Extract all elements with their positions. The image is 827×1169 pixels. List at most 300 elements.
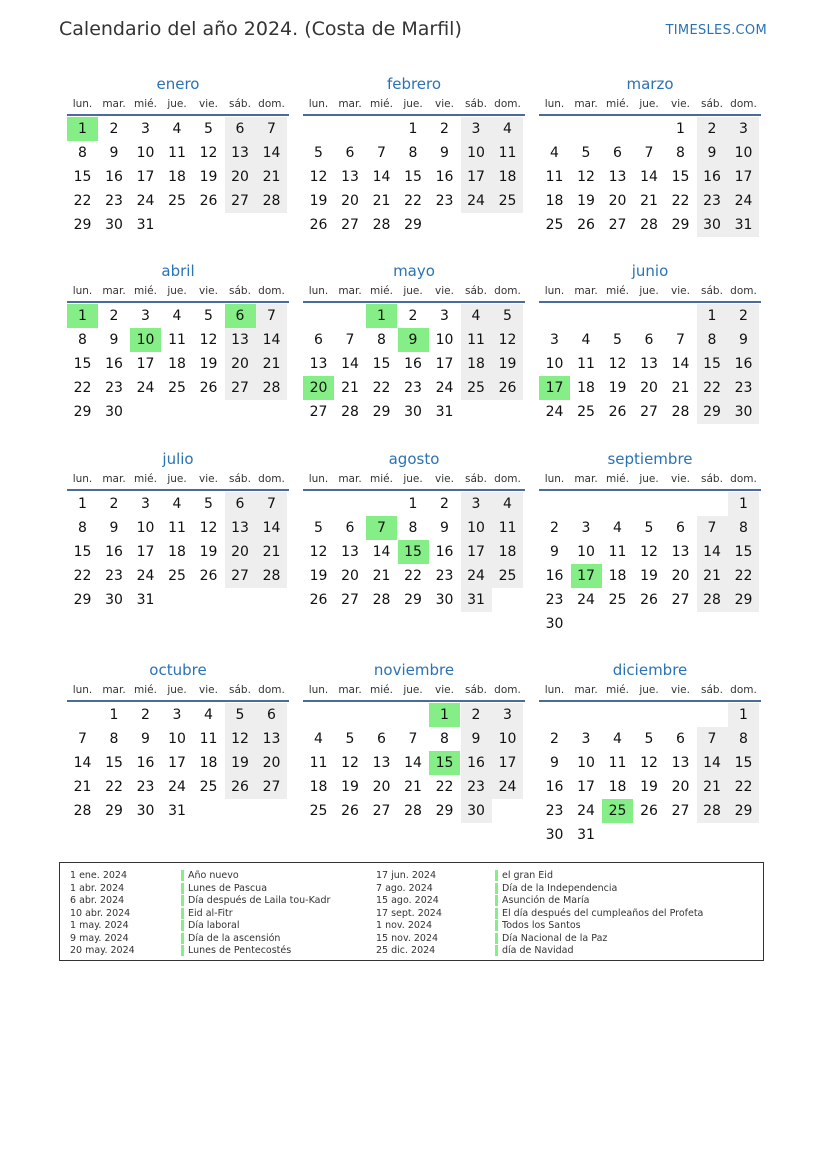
day-cell: 15 (728, 540, 759, 564)
day-cell: 21 (256, 165, 287, 189)
day-cell: 13 (372, 755, 391, 771)
day-cell: 20 (225, 165, 256, 189)
day-cell: 27 (640, 404, 658, 420)
day-cell: 30 (105, 592, 123, 608)
weekday-header (303, 681, 525, 702)
empty-cell (366, 703, 397, 727)
day-cell: 19 (199, 544, 218, 560)
day-cell: 30 (105, 404, 123, 420)
day-cell: 11 (608, 755, 627, 771)
day-cell: 14 (256, 328, 287, 352)
legend-date: 15 ago. 2024 (376, 895, 439, 906)
day-cell: 3 (461, 117, 492, 141)
empty-cell (539, 117, 570, 141)
day-cell: 22 (728, 775, 759, 799)
month-name: junio (631, 262, 669, 280)
day-cell: 5 (492, 304, 523, 328)
day-cell: 6 (314, 332, 323, 348)
day-cell: 7 (676, 332, 685, 348)
day-cell: 26 (199, 193, 218, 209)
holiday-day-cell: 15 (429, 751, 460, 775)
days-grid (67, 304, 289, 424)
month-name: mayo (393, 262, 435, 280)
day-cell: 9 (141, 731, 150, 747)
weekday-label: lun. (544, 684, 565, 696)
day-cell: 1 (728, 703, 759, 727)
day-cell: 11 (461, 328, 492, 352)
day-cell: 25 (199, 779, 218, 795)
empty-cell (539, 703, 570, 727)
day-cell: 28 (256, 189, 287, 213)
weekday-label: vie. (435, 98, 454, 110)
day-cell: 7 (345, 332, 355, 348)
day-cell: 8 (440, 731, 449, 747)
day-cell: 25 (492, 189, 523, 213)
weekday-label: vie. (671, 98, 690, 110)
day-cell: 6 (225, 492, 256, 516)
weekday-label: mié. (606, 684, 629, 696)
day-cell: 30 (728, 400, 759, 424)
day-cell: 6 (613, 145, 622, 161)
empty-cell (303, 703, 334, 727)
day-cell: 2 (109, 121, 119, 137)
day-cell: 13 (225, 516, 256, 540)
day-cell: 22 (73, 568, 92, 584)
day-cell: 11 (309, 755, 328, 771)
holiday-day-cell: 17 (571, 564, 602, 588)
day-cell: 7 (697, 516, 728, 540)
empty-cell (303, 304, 334, 328)
weekday-label: mié. (134, 285, 157, 297)
day-cell: 31 (728, 213, 759, 237)
month-name: diciembre (612, 661, 688, 679)
empty-cell (665, 304, 696, 328)
day-cell: 12 (640, 755, 658, 771)
weekday-label: vie. (199, 473, 218, 485)
month-enero (67, 73, 289, 237)
day-cell: 18 (168, 356, 186, 372)
weekday-header (303, 282, 525, 303)
weekday-label: mié. (606, 473, 629, 485)
day-cell: 21 (73, 779, 92, 795)
legend-holiday-name: día de Navidad (495, 945, 573, 956)
day-cell: 26 (309, 592, 328, 608)
legend-names-col-1 (181, 870, 330, 958)
day-cell: 21 (671, 380, 690, 396)
day-cell: 5 (204, 121, 213, 137)
holiday-day-cell: 1 (67, 304, 98, 328)
weekday-label: sáb. (465, 473, 487, 485)
day-cell: 28 (256, 376, 287, 400)
day-cell: 16 (105, 169, 123, 185)
day-cell: 15 (404, 169, 422, 185)
day-cell: 19 (309, 193, 328, 209)
weekday-label: mar. (102, 285, 126, 297)
day-cell: 15 (372, 356, 391, 372)
weekday-label: jue. (403, 473, 423, 485)
day-cell: 28 (640, 217, 658, 233)
empty-cell (634, 703, 665, 727)
day-cell: 26 (640, 592, 658, 608)
day-cell: 8 (728, 516, 759, 540)
day-cell: 3 (492, 703, 523, 727)
day-cell: 4 (314, 731, 323, 747)
day-cell: 8 (408, 520, 418, 536)
day-cell: 14 (372, 169, 391, 185)
day-cell: 16 (404, 356, 422, 372)
legend-holiday-name: Lunes de Pentecostés (181, 945, 291, 956)
day-cell: 8 (78, 145, 87, 161)
day-cell: 24 (728, 189, 759, 213)
day-cell: 24 (168, 779, 186, 795)
day-cell: 26 (309, 217, 328, 233)
day-cell: 30 (545, 827, 564, 843)
weekday-label: dom. (258, 98, 285, 110)
weekday-label: sáb. (465, 684, 487, 696)
day-cell: 11 (168, 520, 186, 536)
day-cell: 18 (168, 544, 186, 560)
day-cell: 31 (461, 588, 492, 612)
weekday-label: sáb. (465, 98, 487, 110)
day-cell: 29 (728, 799, 759, 823)
day-cell: 22 (73, 380, 92, 396)
weekday-label: jue. (639, 98, 659, 110)
month-name: enero (156, 75, 200, 93)
day-cell: 14 (404, 755, 422, 771)
empty-cell (335, 703, 366, 727)
day-cell: 15 (105, 755, 123, 771)
empty-cell (634, 492, 665, 516)
weekday-label: lun. (544, 98, 565, 110)
empty-cell (602, 304, 633, 328)
weekday-header (67, 282, 289, 303)
day-cell: 7 (256, 304, 287, 328)
legend-date: 25 dic. 2024 (376, 945, 436, 956)
weekday-label: jue. (403, 285, 423, 297)
holiday-day-cell: 6 (225, 304, 256, 328)
day-cell: 23 (435, 193, 454, 209)
weekday-label: dom. (258, 285, 285, 297)
day-cell: 12 (225, 727, 256, 751)
day-cell: 27 (309, 404, 328, 420)
day-cell: 27 (225, 189, 256, 213)
day-cell: 27 (225, 376, 256, 400)
day-cell: 23 (697, 189, 728, 213)
day-cell: 13 (256, 727, 287, 751)
day-cell: 6 (377, 731, 386, 747)
day-cell: 8 (377, 332, 386, 348)
day-cell: 15 (728, 751, 759, 775)
day-cell: 18 (577, 380, 595, 396)
day-cell: 18 (199, 755, 218, 771)
day-cell: 17 (136, 169, 155, 185)
day-cell: 22 (697, 376, 728, 400)
day-cell: 22 (435, 779, 454, 795)
day-cell: 20 (671, 779, 690, 795)
day-cell: 24 (545, 404, 564, 420)
day-cell: 9 (440, 520, 449, 536)
day-cell: 5 (204, 496, 213, 512)
day-cell: 4 (172, 496, 182, 512)
day-cell: 16 (105, 544, 123, 560)
day-cell: 19 (199, 356, 218, 372)
weekday-header (67, 95, 289, 116)
day-cell: 5 (314, 145, 323, 161)
weekday-label: dom. (730, 684, 757, 696)
weekday-label: jue. (639, 684, 659, 696)
day-cell: 24 (461, 189, 492, 213)
day-cell: 27 (372, 803, 391, 819)
day-cell: 3 (461, 492, 492, 516)
weekday-label: dom. (494, 98, 521, 110)
day-cell: 16 (697, 165, 728, 189)
day-cell: 31 (168, 803, 186, 819)
day-cell: 10 (492, 727, 523, 751)
day-cell: 13 (309, 356, 328, 372)
day-cell: 24 (136, 568, 155, 584)
page-title: Calendario del año 2024. (Costa de Marfil) (59, 18, 462, 40)
day-cell: 6 (676, 520, 685, 536)
day-cell: 2 (440, 496, 449, 512)
day-cell: 3 (728, 117, 759, 141)
day-cell: 3 (141, 496, 150, 512)
day-cell: 9 (550, 544, 559, 560)
day-cell: 8 (109, 731, 119, 747)
weekday-label: mié. (370, 98, 393, 110)
weekday-label: sáb. (701, 473, 723, 485)
empty-cell (539, 492, 570, 516)
day-cell: 16 (545, 568, 564, 584)
day-cell: 26 (577, 217, 595, 233)
day-cell: 10 (545, 356, 564, 372)
legend-date: 15 nov. 2024 (376, 932, 439, 944)
day-cell: 22 (372, 380, 391, 396)
weekday-header (539, 681, 761, 702)
day-cell: 2 (440, 121, 449, 137)
day-cell: 23 (435, 568, 454, 584)
day-cell: 5 (581, 145, 591, 161)
day-cell: 27 (608, 217, 627, 233)
day-cell: 16 (105, 356, 123, 372)
day-cell: 19 (225, 751, 256, 775)
day-cell: 29 (697, 400, 728, 424)
day-cell: 29 (73, 404, 92, 420)
weekday-label: sáb. (465, 285, 487, 297)
legend-date: 20 may. 2024 (70, 945, 135, 956)
legend-holiday-name: Día de la Independencia (495, 883, 617, 894)
day-cell: 4 (172, 121, 182, 137)
day-cell: 22 (728, 564, 759, 588)
day-cell: 13 (225, 328, 256, 352)
day-cell: 21 (640, 193, 658, 209)
empty-cell (602, 492, 633, 516)
day-cell: 23 (105, 193, 123, 209)
day-cell: 30 (461, 799, 492, 823)
brand-link[interactable]: TIMESLES.COM (665, 23, 767, 38)
day-cell: 25 (492, 564, 523, 588)
days-grid (539, 492, 761, 636)
day-cell: 29 (404, 592, 422, 608)
day-cell: 29 (372, 404, 391, 420)
day-cell: 7 (697, 727, 728, 751)
day-cell: 23 (728, 376, 759, 400)
day-cell: 19 (309, 568, 328, 584)
day-cell: 4 (492, 117, 523, 141)
day-cell: 3 (550, 332, 559, 348)
day-cell: 22 (671, 193, 690, 209)
day-cell: 30 (435, 592, 454, 608)
empty-cell (539, 304, 570, 328)
day-cell: 10 (577, 544, 595, 560)
day-cell: 8 (78, 332, 87, 348)
day-cell: 21 (256, 540, 287, 564)
day-cell: 29 (404, 217, 422, 233)
weekday-label: lun. (544, 473, 565, 485)
empty-cell (634, 117, 665, 141)
day-cell: 21 (697, 564, 728, 588)
weekday-label: mar. (574, 285, 598, 297)
empty-cell (366, 117, 397, 141)
weekday-label: vie. (199, 684, 218, 696)
month-name: septiembre (607, 450, 693, 468)
day-cell: 27 (671, 592, 690, 608)
day-cell: 7 (78, 731, 87, 747)
day-cell: 28 (671, 404, 690, 420)
day-cell: 29 (435, 803, 454, 819)
day-cell: 18 (492, 165, 523, 189)
day-cell: 25 (608, 592, 627, 608)
day-cell: 19 (577, 193, 595, 209)
day-cell: 11 (492, 516, 523, 540)
empty-cell (571, 304, 602, 328)
weekday-label: lun. (308, 684, 329, 696)
day-cell: 4 (613, 731, 622, 747)
day-cell: 3 (172, 707, 182, 723)
day-cell: 12 (608, 356, 627, 372)
day-cell: 14 (640, 169, 658, 185)
day-cell: 6 (256, 703, 287, 727)
weekday-label: mar. (338, 285, 362, 297)
day-cell: 22 (105, 779, 123, 795)
weekday-label: mar. (574, 473, 598, 485)
month-name: agosto (388, 450, 440, 468)
day-cell: 15 (73, 169, 92, 185)
day-cell: 20 (608, 193, 627, 209)
day-cell: 1 (676, 121, 685, 137)
weekday-label: vie. (199, 98, 218, 110)
day-cell: 7 (256, 117, 287, 141)
day-cell: 8 (676, 145, 685, 161)
weekday-label: mié. (606, 285, 629, 297)
weekday-label: mar. (102, 684, 126, 696)
holiday-day-cell: 1 (67, 117, 98, 141)
day-cell: 12 (309, 169, 328, 185)
day-cell: 28 (372, 217, 391, 233)
day-cell: 28 (256, 564, 287, 588)
day-cell: 29 (728, 588, 759, 612)
day-cell: 8 (78, 520, 87, 536)
weekday-header (539, 95, 761, 116)
days-grid (539, 117, 761, 237)
day-cell: 2 (697, 117, 728, 141)
day-cell: 12 (640, 544, 658, 560)
legend-holiday-name: Día después de Laila tou-Kadr (181, 895, 330, 906)
month-mayo (303, 260, 525, 424)
weekday-label: sáb. (229, 473, 251, 485)
day-cell: 5 (204, 308, 213, 324)
day-cell: 14 (341, 356, 359, 372)
empty-cell (366, 492, 397, 516)
day-cell: 7 (644, 145, 654, 161)
day-cell: 12 (199, 145, 218, 161)
days-grid (67, 703, 289, 823)
day-cell: 24 (492, 775, 523, 799)
day-cell: 10 (168, 731, 186, 747)
day-cell: 17 (728, 165, 759, 189)
day-cell: 3 (581, 520, 591, 536)
day-cell: 24 (136, 193, 155, 209)
legend-date: 1 nov. 2024 (376, 920, 432, 931)
day-cell: 17 (461, 165, 492, 189)
day-cell: 1 (408, 496, 418, 512)
day-cell: 2 (109, 496, 119, 512)
day-cell: 27 (341, 592, 359, 608)
day-cell: 8 (697, 328, 728, 352)
day-cell: 30 (697, 213, 728, 237)
day-cell: 19 (640, 568, 658, 584)
legend-dates-col-2 (376, 870, 442, 958)
holiday-day-cell: 1 (366, 304, 397, 328)
day-cell: 11 (545, 169, 564, 185)
day-cell: 21 (256, 352, 287, 376)
legend-names-col-2 (495, 870, 703, 958)
day-cell: 11 (168, 332, 186, 348)
day-cell: 22 (73, 193, 92, 209)
day-cell: 14 (697, 751, 728, 775)
day-cell: 9 (550, 755, 559, 771)
day-cell: 18 (608, 568, 627, 584)
day-cell: 14 (256, 516, 287, 540)
day-cell: 25 (168, 193, 186, 209)
weekday-label: dom. (730, 285, 757, 297)
day-cell: 6 (345, 520, 355, 536)
month-name: marzo (626, 75, 674, 93)
empty-cell (335, 492, 366, 516)
weekday-label: mar. (338, 473, 362, 485)
day-cell: 28 (341, 404, 359, 420)
weekday-label: lun. (72, 98, 93, 110)
legend-date: 6 abr. 2024 (70, 895, 125, 906)
day-cell: 26 (199, 380, 218, 396)
day-cell: 2 (408, 308, 418, 324)
day-cell: 31 (136, 217, 155, 233)
day-cell: 5 (314, 520, 323, 536)
day-cell: 16 (728, 352, 759, 376)
day-cell: 9 (440, 145, 449, 161)
day-cell: 18 (168, 169, 186, 185)
day-cell: 5 (613, 332, 622, 348)
day-cell: 4 (204, 707, 213, 723)
day-cell: 15 (697, 352, 728, 376)
days-grid (539, 703, 761, 847)
weekday-label: dom. (494, 473, 521, 485)
day-cell: 10 (136, 520, 155, 536)
day-cell: 12 (309, 544, 328, 560)
day-cell: 4 (581, 332, 591, 348)
day-cell: 13 (341, 169, 359, 185)
day-cell: 13 (225, 141, 256, 165)
weekday-label: mar. (102, 98, 126, 110)
